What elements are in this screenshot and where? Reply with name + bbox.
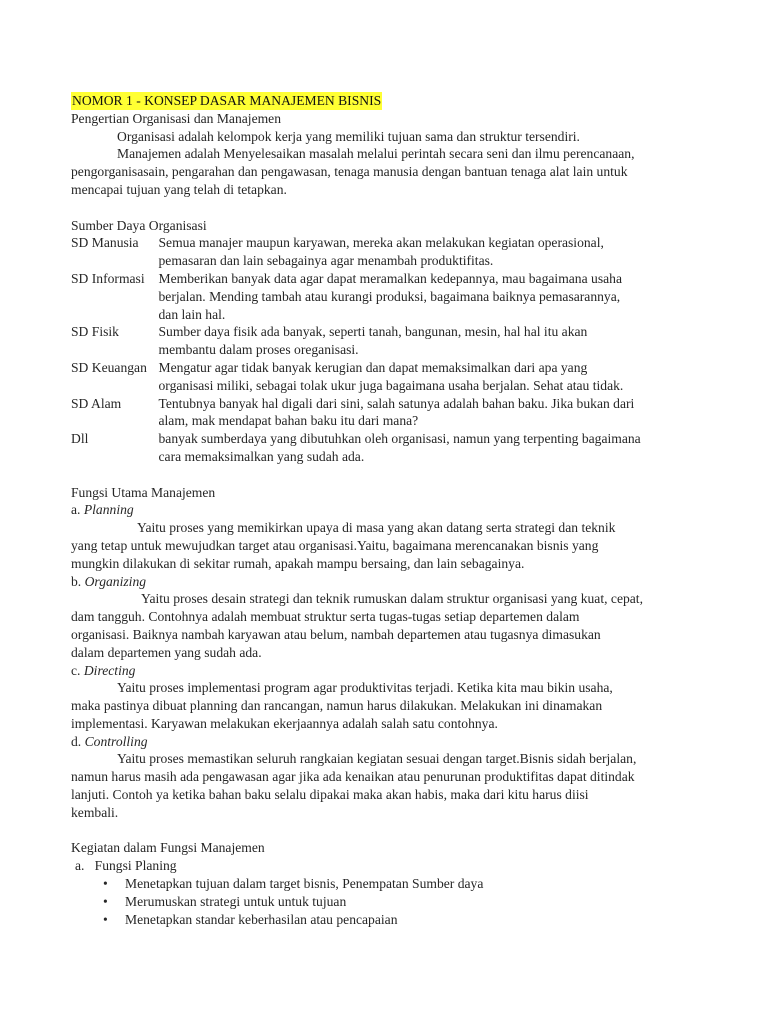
fungsi-item-text-line: Yaitu proses yang memikirkan upaya di masa yang akan datang serta strategi dan teknik — [137, 520, 616, 536]
fungsi-item-marker: a. — [71, 502, 81, 518]
bullet-icon: • — [103, 893, 108, 909]
sumber-daya-description-line: organisasi miliki, sebagai tolak ukur juga bagaimana usaha berjalan. Sehat atau tidak. — [158, 377, 624, 393]
sumber-daya-row — [71, 430, 701, 466]
kegiatan-bullet-item — [101, 875, 701, 893]
sumber-daya-description — [159, 395, 702, 431]
sumber-daya-row — [71, 395, 701, 431]
sumber-daya-description-line: pemasaran dan lain sebagainya agar menambah produktifitas. — [158, 253, 494, 269]
kegiatan-bullet-text: Menetapkan tujuan dalam target bisnis, Penempatan Sumber daya — [125, 876, 484, 892]
sumber-daya-key: SD Keuangan — [71, 359, 147, 375]
document-page — [71, 92, 701, 928]
kegiatan-bullet-item — [101, 911, 701, 929]
sumber-daya-description — [159, 270, 702, 323]
kegiatan-bullet-item — [101, 893, 701, 911]
fungsi-item-text-line: mungkin dilakukan di sekitar rumah, apakah mampu bersaing, dan lain sebagainya. — [71, 555, 525, 571]
sumber-daya-key: SD Alam — [71, 395, 122, 411]
sumber-daya-row — [71, 270, 701, 323]
fungsi-item-text-line: lanjuti. Contoh ya ketika bahan baku selalu dipakai maka akan habis, maka dari kitu harus diisi — [71, 787, 589, 803]
sumber-daya-row — [71, 359, 701, 395]
section-heading-sumber-daya: Sumber Daya Organisasi — [71, 217, 207, 233]
sumber-daya-description-line: cara memaksimalkan yang sudah ada. — [158, 448, 365, 464]
sumber-daya-description — [159, 430, 702, 466]
sumber-daya-description — [159, 323, 702, 359]
fungsi-item-name: Controlling — [84, 733, 148, 749]
fungsi-item-text-line: Yaitu proses implementasi program agar produktivitas terjadi. Ketika kita mau bikin usaha, — [117, 680, 613, 696]
section-heading-fungsi: Fungsi Utama Manajemen — [71, 484, 216, 500]
fungsi-item-name: Directing — [83, 662, 136, 678]
sumber-daya-key: SD Informasi — [71, 270, 145, 286]
fungsi-item-heading — [71, 662, 701, 680]
fungsi-item-text-line: organisasi. Baiknya nambah karyawan atau belum, nambah departemen atau tugasnya dimasukan — [71, 626, 601, 642]
sumber-daya-description-line: Mengatur agar tidak banyak kerugian dan dapat memaksimalkan dari apa yang — [158, 359, 588, 375]
fungsi-item-name: Organizing — [84, 573, 147, 589]
fungsi-item-heading — [71, 501, 701, 519]
sumber-daya-key: SD Fisik — [71, 324, 119, 340]
fungsi-item-text-line: namun harus masih ada pengawasan agar jika ada kenaikan atau penurunan produktifitas dapat ditindak — [71, 769, 635, 785]
fungsi-list — [71, 501, 701, 821]
sumber-daya-description — [159, 359, 702, 395]
fungsi-item-text-line: implementasi. Karyawan melakukan ekerjaannya adalah salah satu contohnya. — [71, 715, 498, 731]
kegiatan-bullet-text: Merumuskan strategi untuk untuk tujuan — [125, 893, 347, 909]
kegiatan-sub-marker: a. — [75, 858, 85, 874]
fungsi-item-text-line: dam tangguh. Contohnya adalah membuat struktur serta tugas-tugas setiap departemen dalam — [71, 609, 580, 625]
sumber-daya-key: SD Manusia — [71, 235, 139, 251]
sumber-daya-table — [71, 234, 701, 465]
sumber-daya-description-line: banyak sumberdaya yang dibutuhkan oleh organisasi, namun yang terpenting bagaimana — [158, 431, 641, 447]
sumber-daya-description-line: dan lain hal. — [158, 306, 226, 322]
sumber-daya-description-line: Tentubnya banyak hal digali dari sini, salah satunya adalah bahan baku. Jika bukan dari — [158, 395, 635, 411]
sumber-daya-description — [159, 234, 702, 270]
bullet-icon: • — [103, 911, 108, 927]
sumber-daya-row — [71, 323, 701, 359]
fungsi-item-text-line: kembali. — [71, 804, 119, 820]
kegiatan-bullet-list — [71, 875, 701, 928]
sumber-daya-description-line: Sumber daya fisik ada banyak, seperti tanah, bangunan, mesin, hal hal itu akan — [158, 324, 588, 340]
kegiatan-sub-label: Fungsi Planing — [94, 858, 177, 874]
fungsi-item-text-line: maka pastinya dibuat planning dan rancangan, namun harus dilakukan. Melakukan ini dinamakan — [71, 698, 603, 714]
kegiatan-subheading — [71, 857, 701, 875]
fungsi-item-marker: c. — [71, 662, 81, 678]
definition-manajemen-line-1: Manajemen adalah Menyelesaikan masalah melalui perintah secara seni dan ilmu perencanaan, — [117, 146, 635, 162]
definition-manajemen-line-3: mencapai tujuan yang telah di tetapkan. — [71, 181, 287, 197]
fungsi-item-text-line: Yaitu proses desain strategi dan teknik rumuskan dalam struktur organisasi yang kuat, cepat, — [141, 591, 643, 607]
fungsi-item-heading — [71, 733, 701, 751]
sumber-daya-description-line: Memberikan banyak data agar dapat meramalkan kedepannya, mau bagaimana usaha — [158, 270, 622, 286]
sumber-daya-description-line: membantu dalam proses oreganisasi. — [158, 342, 359, 358]
sumber-daya-description-line: berjalan. Mending tambah atau kurangi produksi, bagaimana baiknya pemasarannya, — [158, 288, 621, 304]
section-heading-pengertian: Pengertian Organisasi dan Manajemen — [71, 110, 282, 126]
document-title: NOMOR 1 - KONSEP DASAR MANAJEMEN BISNIS — [72, 93, 382, 108]
fungsi-item-text-line: yang tetap untuk mewujudkan target atau organisasi.Yaitu, bagaimana merencanakan bisnis yang — [71, 537, 599, 553]
sumber-daya-row — [71, 234, 701, 270]
kegiatan-bullet-text: Menetapkan standar keberhasilan atau pencapaian — [125, 911, 398, 927]
definition-organisasi: Organisasi adalah kelompok kerja yang memiliki tujuan sama dan struktur tersendiri. — [117, 128, 580, 144]
sumber-daya-key: Dll — [71, 431, 89, 447]
sumber-daya-description-line: Semua manajer maupun karyawan, mereka akan melakukan kegiatan operasional, — [158, 235, 604, 251]
bullet-icon: • — [103, 876, 108, 892]
section-heading-kegiatan: Kegiatan dalam Fungsi Manajemen — [71, 840, 265, 856]
fungsi-item-text-line: Yaitu proses memastikan seluruh rangkaian kegiatan sesuai dengan target.Bisnis sidah berjalan, — [117, 751, 637, 767]
definition-manajemen-line-2: pengorganisasain, pengarahan dan pengawasan, tenaga manusia dengan bantuan tenaga alat lain untuk — [71, 164, 628, 180]
fungsi-item-text-line: dalam departemen yang sudah ada. — [71, 644, 262, 660]
fungsi-item-name: Planning — [83, 502, 134, 518]
fungsi-item-marker: d. — [71, 733, 82, 749]
fungsi-item-heading — [71, 573, 701, 591]
sumber-daya-description-line: alam, mak mendapat bahan baku itu dari mana? — [158, 413, 419, 429]
fungsi-item-marker: b. — [71, 573, 82, 589]
